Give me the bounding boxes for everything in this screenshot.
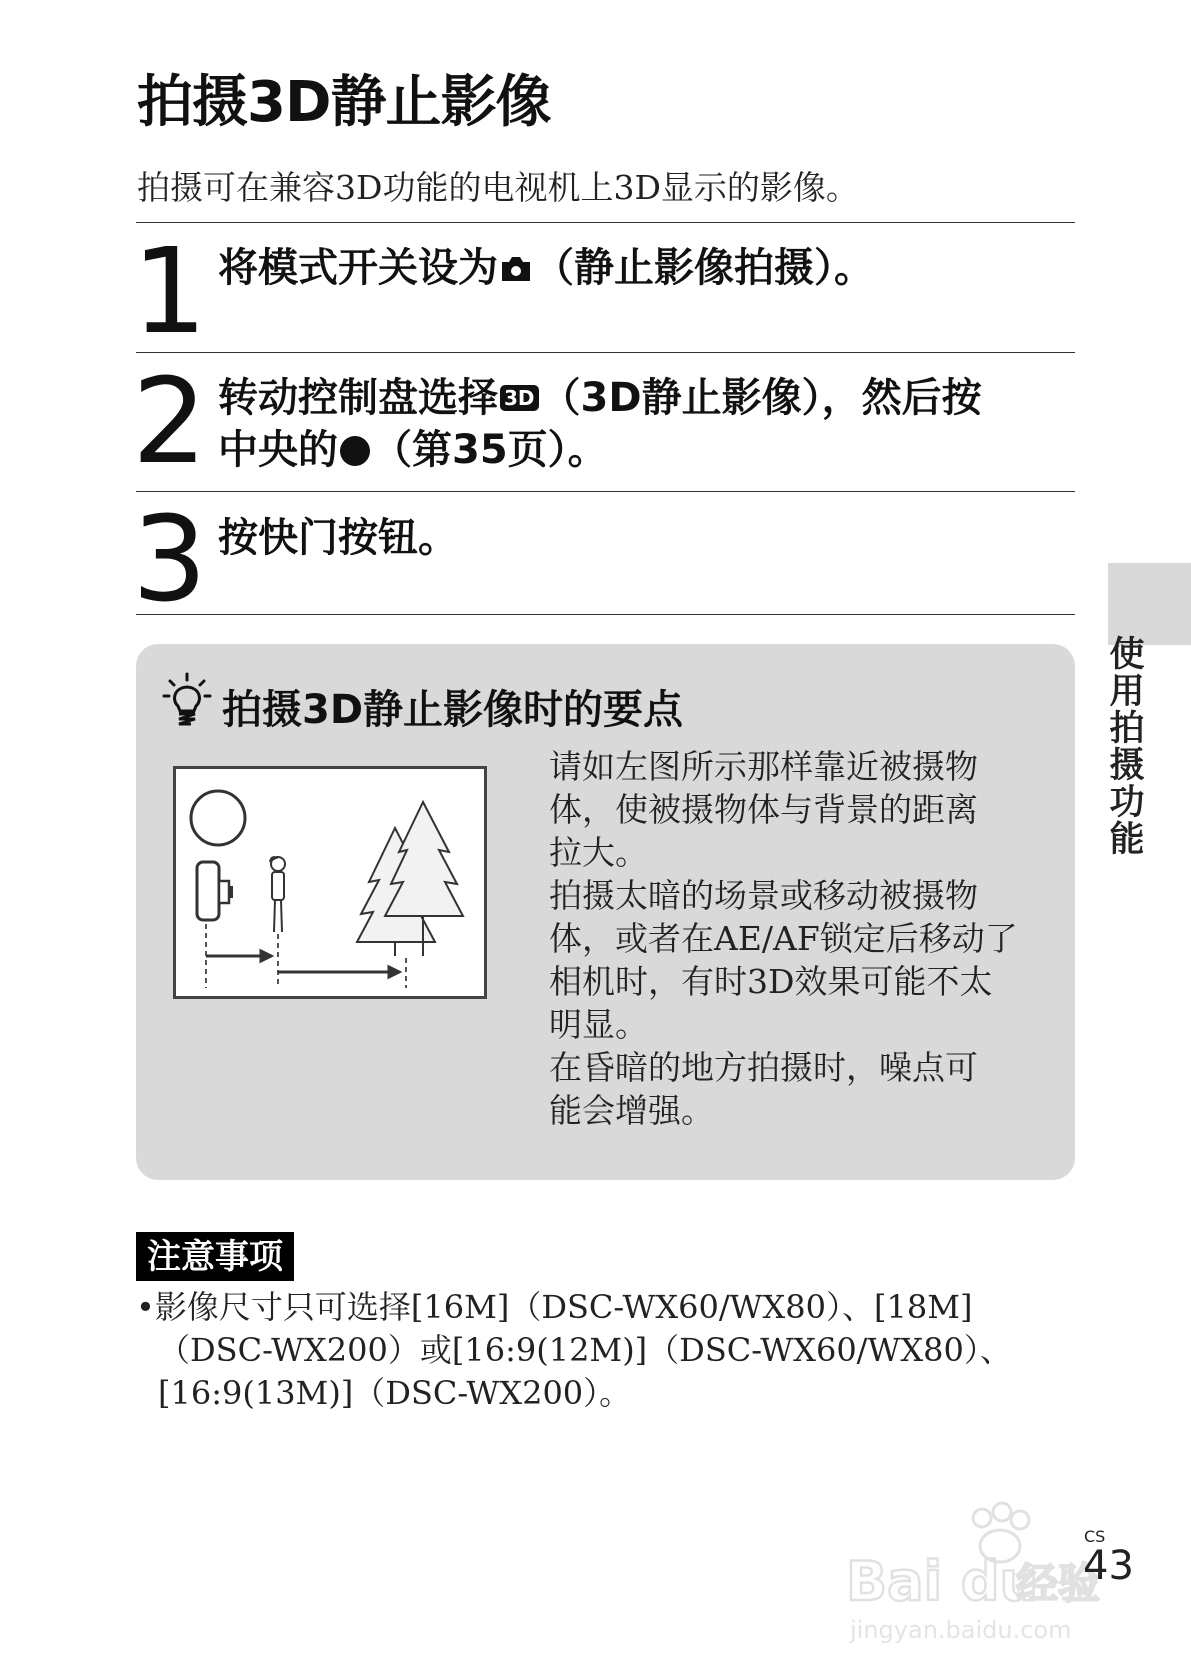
step-text-line xyxy=(218,424,982,476)
notes-heading: 注意事项 xyxy=(136,1232,294,1281)
baidu-watermark-logo xyxy=(840,1490,1120,1650)
tip-line: 体，或者在AE/AF锁定后移动了 xyxy=(549,919,1018,958)
center-dot-icon xyxy=(340,436,370,466)
note-text: 影像尺寸只可选择[16M]（DSC-WX60/WX80）、[18M] xyxy=(154,1288,973,1326)
tip-paragraph-2 xyxy=(549,874,1049,1046)
step-text-part: （第35页）。 xyxy=(372,427,608,473)
note-line: （DSC-WX200）或[16:9(12M)]（DSC-WX60/WX80）、 xyxy=(158,1331,1012,1369)
page-number: 43 xyxy=(1083,1543,1134,1589)
svg-text:jingyan.baidu.com: jingyan.baidu.com xyxy=(850,1616,1072,1644)
side-tab-marker xyxy=(1108,563,1191,645)
step-text-line xyxy=(218,372,982,424)
side-tab-label: 使用拍摄功能 xyxy=(1109,635,1145,860)
step-number: 3 xyxy=(132,490,208,628)
3d-badge-icon: 3D xyxy=(500,385,539,411)
svg-text:经验: 经验 xyxy=(1016,1559,1101,1608)
divider xyxy=(136,614,1075,615)
step-3-text: 按快门按钮。 xyxy=(218,515,458,561)
step-number: 1 xyxy=(132,222,208,360)
step-number: 2 xyxy=(132,352,208,490)
tip-line: 拍摄太暗的场景或移动被摄物 xyxy=(549,876,978,915)
lightbulb-icon xyxy=(160,672,214,728)
divider xyxy=(136,352,1075,353)
camera-icon xyxy=(498,244,534,296)
step-2-text xyxy=(218,372,982,476)
note-line: [16:9(13M)]（DSC-WX200）。 xyxy=(158,1374,632,1412)
note-line xyxy=(136,1286,1036,1329)
notes-body xyxy=(136,1286,1036,1415)
tip-line: 拉大。 xyxy=(549,833,648,872)
tip-line: 能会增强。 xyxy=(549,1091,714,1130)
svg-text:Bai du: Bai du xyxy=(846,1550,1039,1613)
tip-line: 在昏暗的地方拍摄时，噪点可 xyxy=(549,1048,978,1087)
tip-line: 体，使被摄物体与背景的距离 xyxy=(549,790,978,829)
step-text-part: 中央的 xyxy=(218,427,338,473)
page-subtitle: 拍摄可在兼容3D功能的电视机上3D显示的影像。 xyxy=(137,168,859,207)
tip-paragraph-3 xyxy=(549,1046,1049,1132)
tip-title: 拍摄3D静止影像时的要点 xyxy=(222,687,684,733)
step-1-text xyxy=(218,242,874,296)
tip-line: 明显。 xyxy=(549,1005,648,1044)
step-text-part: 转动控制盘选择 xyxy=(218,375,498,421)
divider xyxy=(136,222,1075,223)
page-language-code: CS xyxy=(1084,1527,1106,1546)
distance-illustration xyxy=(173,766,487,999)
tip-line: 相机时，有时3D效果可能不太 xyxy=(549,962,993,1001)
step-text-part: （静止影像拍摄）。 xyxy=(534,245,874,291)
page-title: 拍摄3D静止影像 xyxy=(137,70,551,135)
step-text-part: （3D静止影像），然后按 xyxy=(540,375,982,421)
bullet: • xyxy=(136,1288,155,1326)
tip-paragraph-1 xyxy=(549,745,1049,874)
divider xyxy=(136,491,1075,492)
tip-line: 请如左图所示那样靠近被摄物 xyxy=(549,747,978,786)
step-text-part: 将模式开关设为 xyxy=(218,245,498,291)
